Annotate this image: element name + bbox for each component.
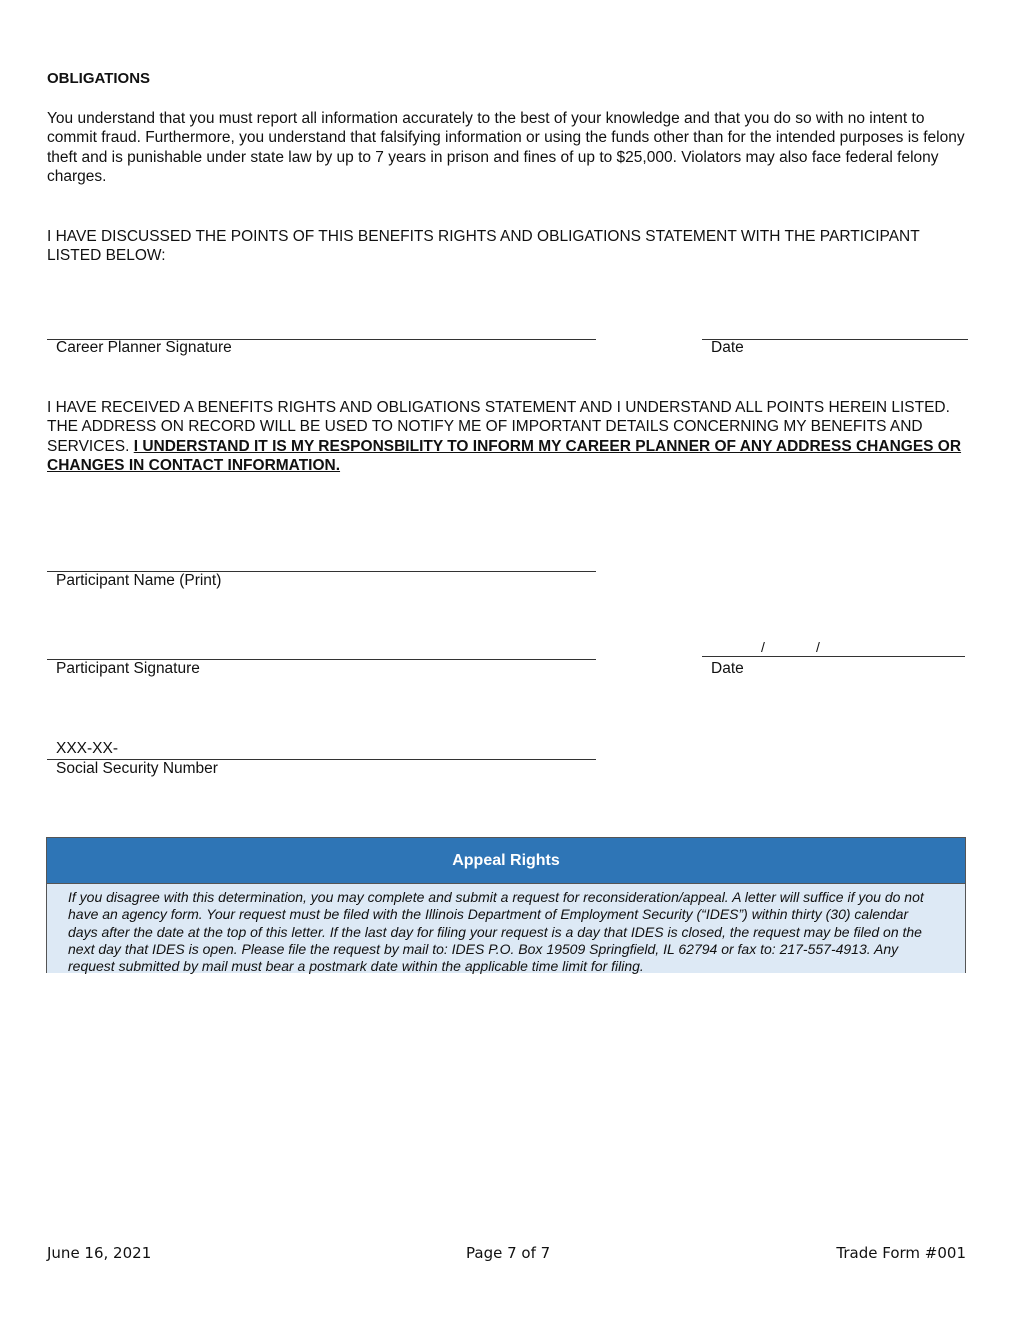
ssn-prefix: XXX-XX- <box>56 740 119 757</box>
participant-signature-label: Participant Signature <box>56 660 200 677</box>
participant-statement-text: I HAVE RECEIVED A BENEFITS RIGHTS AND OBLIGATIONS STATEMENT AND I UNDERSTAND ALL POINTS HEREIN LISTED. THE ADDRESS ON RECORD WILL BE USED TO NOTIFY ME OF IMPORTANT DETAILS CONCERNING MY BENEFITS AND SERVICES. <box>47 399 950 455</box>
footer-page-number: Page 7 of 7 <box>466 1244 551 1262</box>
appeal-rights-box <box>46 837 966 973</box>
appeal-rights-text: If you disagree with this determination, you may complete and submit a request for reconsideration/appeal. A letter will suffice if you do not have an agency form. Your request must be filed with the Illinois Department of Employment Security (“IDES”) within thirty (30) calendar days after the date at the top of this letter. If the last day for filing your request is a day that IDES is closed, the request may be filed on the next day that IDES is open. Please file the request by mail to: IDES P.O. Box 19509 Springfield, IL 62794 or fax to: 217-557-4913. Any request submitted by mail must bear a postmark date within the applicable time limit for filing. <box>47 884 965 973</box>
date-separator-2: / <box>816 639 820 655</box>
obligations-text: You understand that you must report all information accurately to the best of your knowledge and that you do so with no intent to commit fraud. Furthermore, you understand that falsifying information or using the funds other than for the intended purposes is felony theft and is punishable under state law by up to 7 years in prison and fines of up to $25,000. Violators may also face federal felony charges. <box>47 110 965 186</box>
planner-date-label: Date <box>711 339 744 356</box>
footer-form-number: Trade Form #001 <box>836 1244 966 1262</box>
planner-signature-label: Career Planner Signature <box>56 339 232 356</box>
appeal-rights-title: Appeal Rights <box>47 838 965 884</box>
participant-name-label: Participant Name (Print) <box>56 572 222 589</box>
participant-date-line[interactable] <box>702 656 965 657</box>
participant-statement-emphasis: I UNDERSTAND IT IS MY RESPONSBILITY TO INFORM MY CAREER PLANNER OF ANY ADDRESS CHANGES OR CHANGES IN CONTACT INFORMATION. <box>47 437 962 475</box>
date-separator-1: / <box>761 639 765 655</box>
planner-statement: I HAVE DISCUSSED THE POINTS OF THIS BENEFITS RIGHTS AND OBLIGATIONS STATEMENT WITH THE PARTICIPANT LISTED BELOW: <box>47 228 920 265</box>
participant-statement <box>47 398 972 476</box>
ssn-label: Social Security Number <box>56 760 218 777</box>
participant-date-label: Date <box>711 660 744 677</box>
obligations-heading: OBLIGATIONS <box>47 70 151 87</box>
footer-date: June 16, 2021 <box>47 1244 152 1262</box>
